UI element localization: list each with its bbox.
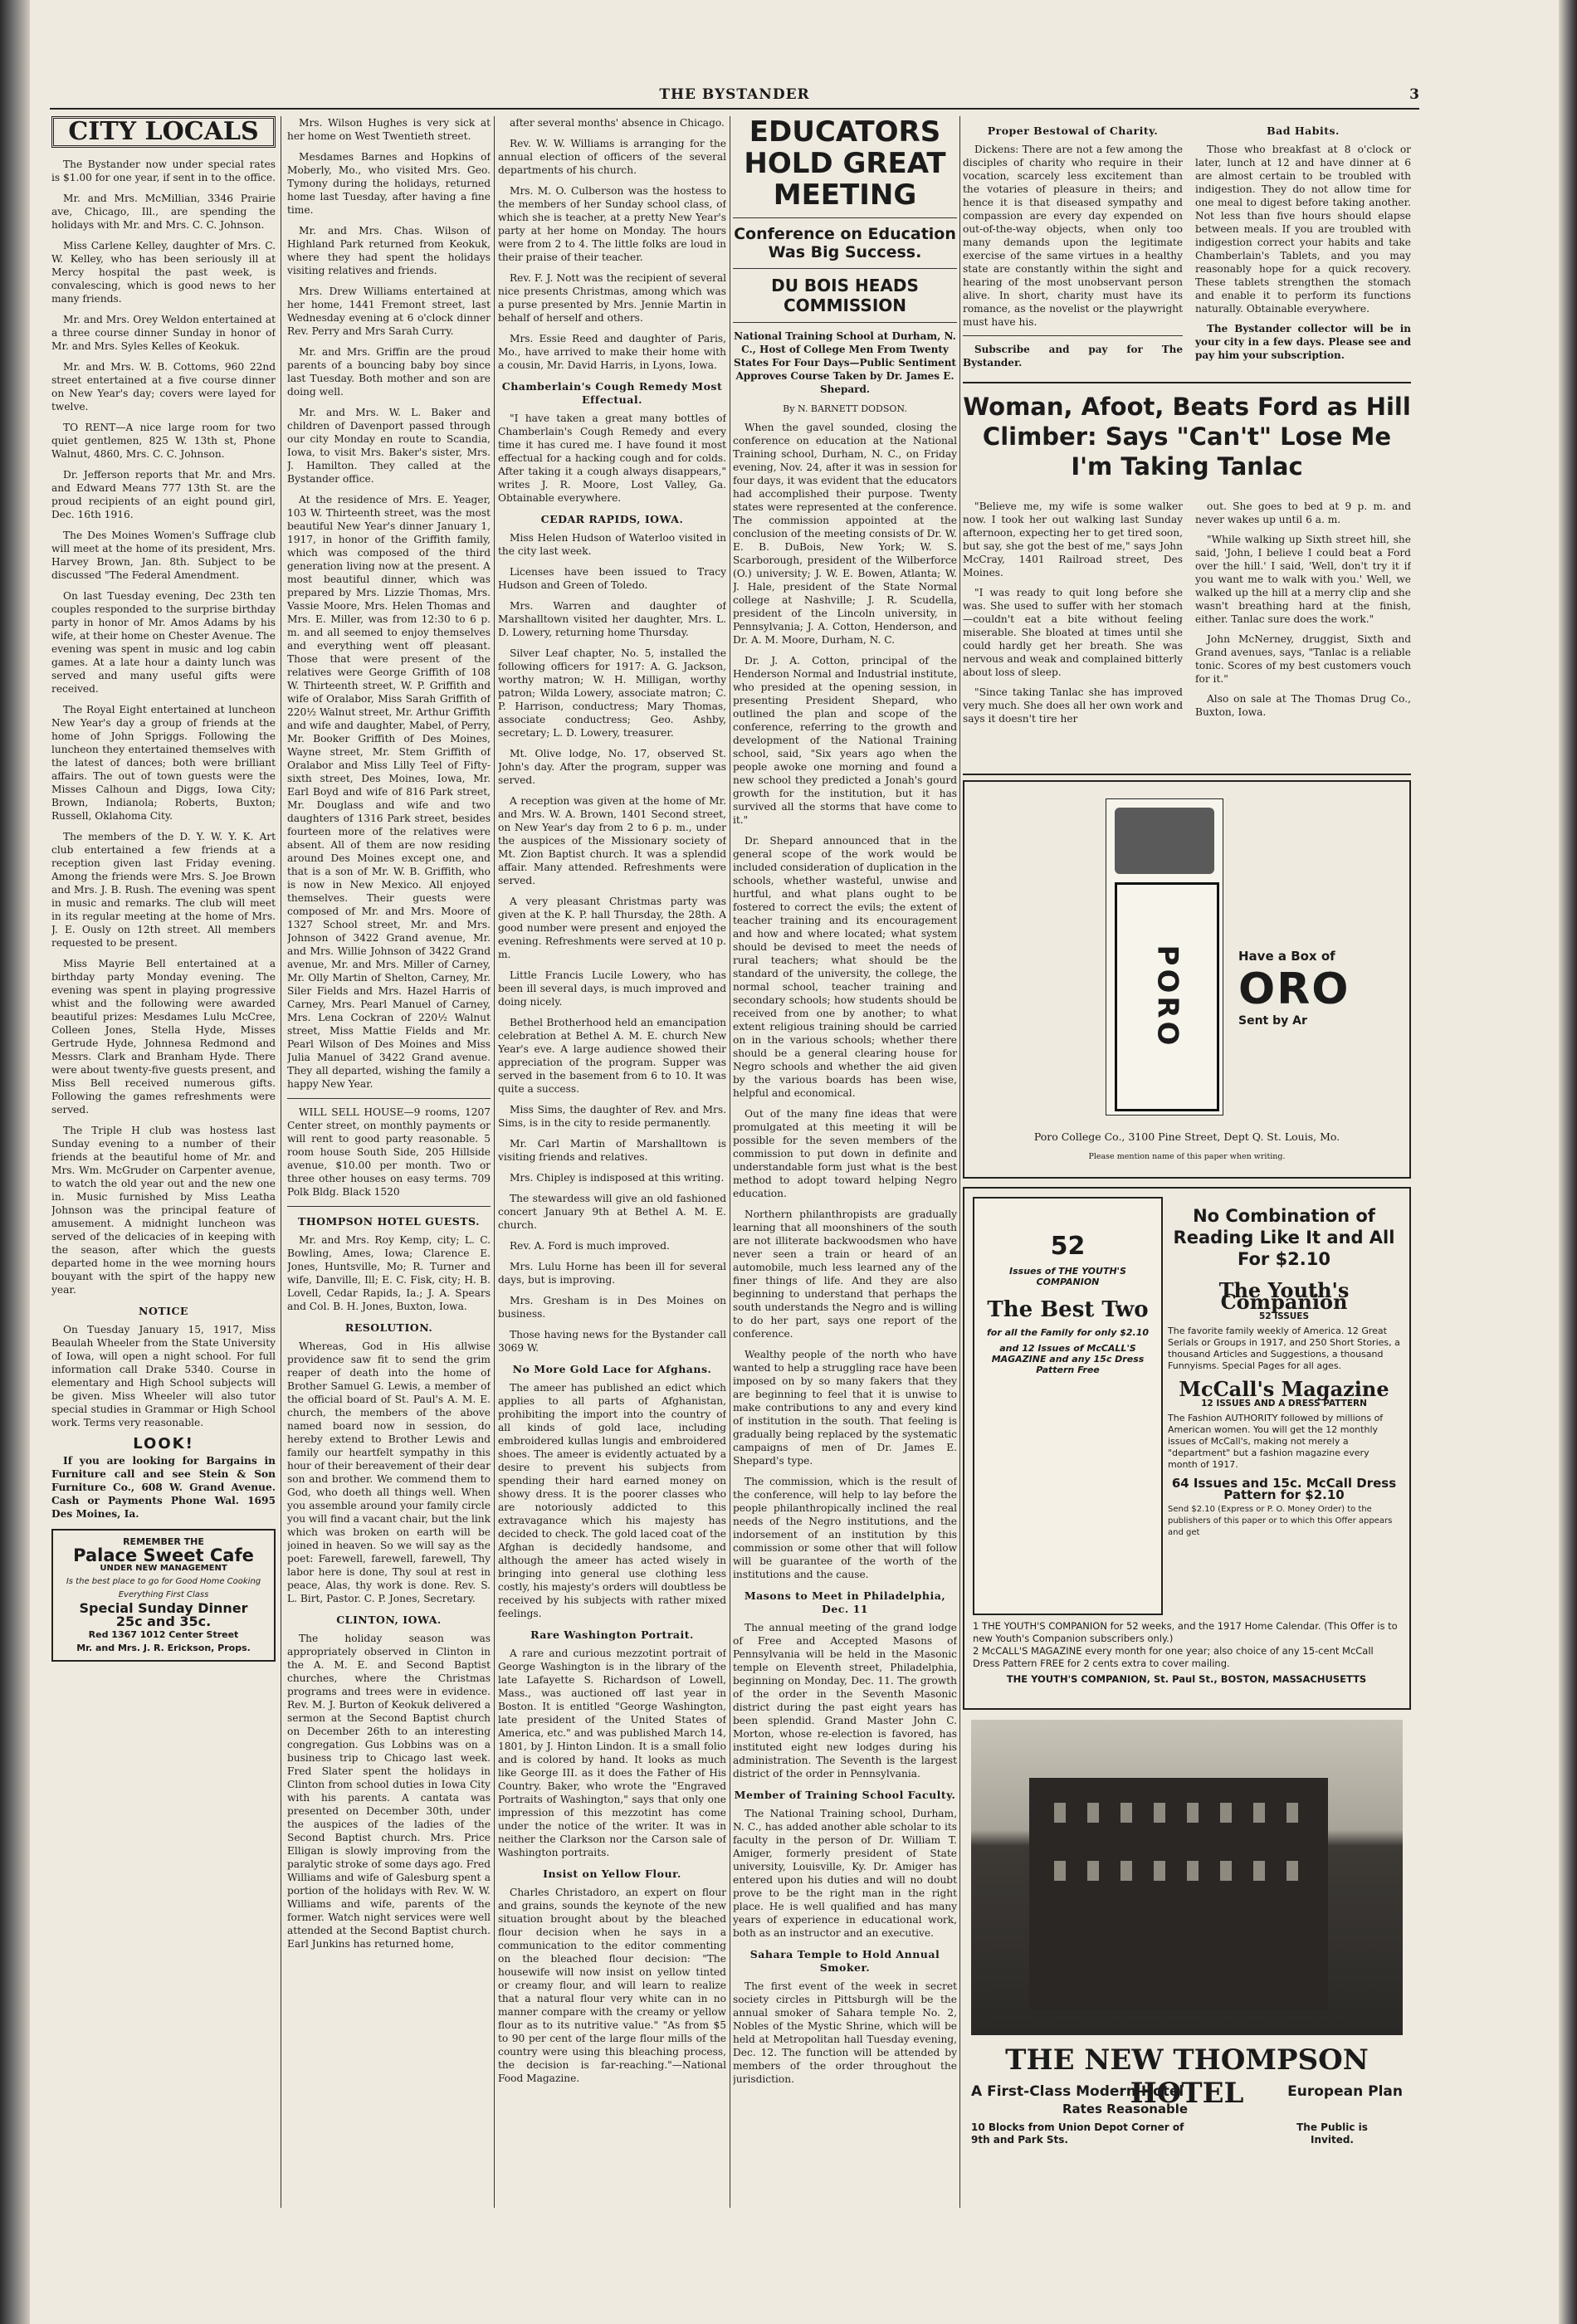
resolution-text: Whereas, God in His allwise providence saw fit to send the grim reaper of death into the home of Brother Samuel G. Lewis, a member of the official board of St. Paul's A. M. E. church, the members of the above named board now in session, do hereby extend to Brother Lewis and family our heartfelt sympathy in this hour of their bereavement of their dear son and brother. We commend them to God, who doeth all things well. When you assemble around your family circle you will find a vacant chair, but the link which was broken on earth will be joined in heaven. So we will say as the poet: Farewell, farewell, farewell, Thy labor here is done, Thy soul at rest in peace, Alas, thy work is done. Rev. S. L. Birt, Pastor. C. P. Jones, Secretary.: [287, 1340, 491, 1604]
poro-sent: Sent by Ar: [1238, 1014, 1307, 1028]
tanlac-para: "I was ready to quit long before she was. She used to suffer with her stomach—couldn't eat a bite without feeling miserable. She bloated at times until she could hardly get her breath. She was nervous and weak and complained bitterly about loss of sleep.: [963, 587, 1183, 678]
gold-lace-heading: No More Gold Lace for Afghans.: [512, 1363, 712, 1375]
house-ad: WILL SELL HOUSE—9 rooms, 1207 Center street, on monthly payments or will rent to good party reasonable. 5 room house South Side, 205 Hillside avenue, $10.00 per month. Two or three other houses on easy terms. 709 Polk Bldg. Black 1520: [287, 1106, 491, 1198]
column-rule: [959, 116, 960, 2208]
hotel-window: [1087, 1861, 1099, 1881]
gold-lace-text: The ameer has published an edict which applies to all parts of Afghanistan, prohibiting the import into the country of all kinds of gold lace, including embroidered kullas lungis and embroidered shoes. The ameer is evidently actuated by a desire to prevent his subjects from spending their hard earned money on showy dress. It is the poorer classes who are notoriously addicted to this extravagance which his majesty has decided to check. The gold laced coat of the Afghan is decidedly handsome, and although the ameer has acted wisely in bringing into general use clothing less costly, his majesty's orders will doubtless be received by his subjects with rather mixed feelings.: [498, 1382, 726, 1619]
hotel-window: [1120, 1861, 1132, 1881]
article-para: Dr. Shepard announced that in the general scope of the work would be included consideration of duplication in the schools, whether wasteful, unwise and hurtful, and what plans ought to be fostered to correct the evils; the extent of teacher training and its encouragement and how and where located; what system should be devised to meet the needs of rural teachers; what should be the standard of the university, the college, the normal school, teacher training and secondary schools; how students should be received from one by another; to what extent religious training should be carried on in the various schools; whether there should be a general clearing house for Negro schools and whether the aid given by the various boards has been wise, helpful and economical.: [733, 835, 957, 1099]
youths-companion-ad: [963, 1187, 1411, 1710]
hotel-public: The Public is Invited.: [1296, 2121, 1368, 2146]
news-item: The Bystander now under special rates is $1.00 for one year, if sent in to the office.: [51, 159, 276, 183]
news-item: The Royal Eight entertained at luncheon New Year's day a group of friends at the home of John Spriggs. Following the luncheon they entertained themselves with the latest of dances; both were brilliant affairs. The out of town guests were the Misses Calhoun and Diggs, Iowa City; Brown, Indianola; Roberts, Buxton; Russell, Oklahoma City.: [51, 704, 276, 822]
news-item: Miss Helen Hudson of Waterloo visited in the city last week.: [498, 532, 726, 557]
poro-ad: [963, 780, 1411, 1179]
hotel-photo: [971, 1720, 1403, 2035]
poro-copy: [1238, 948, 1388, 1028]
hotel-window: [1286, 1861, 1298, 1881]
paper-name: THE BYSTANDER: [659, 86, 810, 103]
hotel-window: [1154, 1861, 1165, 1881]
news-item: Bethel Brotherhood held an emancipation celebration at Bethel A. M. E. church New Year's eve. A large audience showed their appreciation of the program. Supper was served in the basement from 6 to 10. It was quite a success.: [498, 1017, 726, 1095]
news-item: Dr. Jefferson reports that Mr. and Mrs. and Edward Means 777 13th St. are the proud recipients of an eight pound girl, Dec. 16th 1916.: [51, 469, 276, 520]
notice-heading: NOTICE: [139, 1305, 188, 1317]
news-item: Those having news for the Bystander call 3069 W.: [498, 1329, 726, 1354]
habits-column: [1195, 116, 1411, 369]
clinton-text: The holiday season was appropriately observed in Clinton in the A. M. E. and Second Baptist churches, where the Christmas programs and trees were in evidence. Rev. M. J. Burton of Keokuk delivered a sermon at the Second Baptist church on December 26th to an interesting congregation. Gus Lobbins was on a business trip to Chicago last week. Fred Slater spent the holidays in Clinton from school duties in Iowa City with his parents. A cantata was presented on December 30th, under the auspices of the ladies of the Second Baptist church. Mrs. Price Elligan is slowly improving from the paralytic stroke of some days ago. Fred Williams and wife of Galesburg spent a portion of the holidays with Rev. W. W. Williams and wife, parents of the former. Watch night services were well attended at the Second Baptist church. Earl Junkins has returned home,: [287, 1633, 491, 1950]
price-line: 64 Issues and 15c. McCall Dress Pattern for $2.10: [1171, 1476, 1397, 1502]
article-para: Out of the many fine ideas that were promulgated at this meeting it will be possible for the seven members of the commission to put down in definite and understandable form just what is the best method to adopt toward helping Negro education.: [733, 1108, 957, 1199]
page-number: 3: [1409, 86, 1419, 103]
tanlac-para: out. She goes to bed at 9 p. m. and never wakes up until 6 a. m.: [1195, 500, 1411, 525]
page-left-edge: [0, 0, 30, 2324]
news-item: A very pleasant Christmas party was given at the K. P. hall Thursday, the 28th. A good number were present and enjoyed the evening. Refreshments were served at 10 p. m.: [498, 896, 726, 960]
tanlac-para: John McNerney, druggist, Sixth and Grand avenues, says, "Tanlac is a reliable tonic. Scores of my best customers vouch for it.": [1195, 633, 1411, 685]
hotel-first-class: A First-Class Modern Hotel: [971, 2083, 1184, 2100]
column-two: [287, 116, 491, 2224]
and-12: and 12 Issues of McCALL'S MAGAZINE and any 15c Dress Pattern Free: [991, 1343, 1145, 1375]
news-item: Little Francis Lucile Lowery, who has been ill several days, is much improved and doing nicely.: [498, 969, 726, 1008]
news-item: The Des Moines Women's Suffrage club will meet at the home of its president, Mrs. Harvey Brown, Jan. 8th. Subject to be discussed "The Federal Amendment.: [51, 530, 276, 581]
news-item: after several months' absence in Chicago.: [510, 117, 725, 129]
cough-remedy-heading: Chamberlain's Cough Remedy Most Effectual.: [501, 380, 723, 406]
washington-portrait-text: A rare and curious mezzotint portrait of George Washington is in the library of the late Lafayette S. Richardson of Lowell, Mass., was auctioned off last year in Boston. It is entitled "George Washington, late president of the United States of America, etc." and was published March 14, 1801, by J. Hinton Lindon. It is a small folio and is colored by hand. It looks as much like George III. as it does the Father of His Country. Baker, who wrote the "Engraved Portraits of Washington," says that only one impression of this mezzotint has come under the notice of the writer. It was in neither the Clarkson nor the Carson sale of Washington portraits.: [498, 1648, 726, 1858]
news-item: Mesdames Barnes and Hopkins of Moberly, Mo., who visited Mrs. Geo. Tymony during the holidays, returned home last Tuesday, after having a fine time.: [287, 151, 491, 216]
masons-text: The annual meeting of the grand lodge of Free and Accepted Masons of Pennsylvania will be held in the Masonic temple on Eleventh street, Philadelphia, beginning on Monday, Dec. 11. The growth of the order in the Seventh Masonic district during the past eight years has been splendid. Grand Master John C. Morton, whose re-election is favored, has instituted eight new lodges during his administration. The Seventh is the largest district of the order in Pennsylvania.: [733, 1622, 957, 1780]
page-right-edge: [1559, 0, 1577, 2324]
hotel-location: 10 Blocks from Union Depot Corner of 9th and Park Sts.: [971, 2121, 1184, 2146]
poro-product-illustration: [1106, 798, 1223, 1116]
palace-cafe-ad: [51, 1529, 276, 1662]
mc-title: McCall's Magazine: [1179, 1377, 1389, 1401]
hotel-window: [1220, 1803, 1232, 1823]
sahara-text: The first event of the week in secret society circles in Pittsburgh will be the annual smoker of Sahara temple No. 2, Nobles of the Mystic Shrine, which will be held at Metropolitan hall Tuesday evening, Dec. 12. The function will be attended by members of the order throughout the jurisdiction.: [733, 1980, 957, 2085]
palace-price: 25c and 35c.: [115, 1614, 212, 1629]
mc-issues: 12 ISSUES AND A DRESS PATTERN: [1201, 1399, 1367, 1409]
look-heading: LOOK!: [133, 1435, 194, 1452]
hotel-window: [1220, 1861, 1232, 1881]
news-item: Mrs. Gresham is in Des Moines on business.: [498, 1295, 726, 1320]
resolution-heading: RESOLUTION.: [344, 1321, 433, 1334]
news-item: Silver Leaf chapter, No. 5, installed the following officers for 1917: A. G. Jackson, worthy matron; W. H. Milligan, worthy patron; Wilda Lowery, associate matron; C. P. Harrison, conductress; Mary Thomas, associate conductress; Geo. Ashby, secretary; L. D. Lowery, treasurer.: [498, 647, 726, 739]
educators-subhead: Conference on Education Was Big Success.: [734, 225, 956, 261]
news-item: Miss Sims, the daughter of Rev. and Mrs. Sims, is in the city to reside permanently.: [498, 1104, 726, 1129]
offer-1: 1 THE YOUTH'S COMPANION for 52 weeks, and the 1917 Home Calendar. (This Offer is to new Youth's Companion subscribers only.): [973, 1620, 1398, 1644]
hotel-plan: European Plan: [1287, 2083, 1403, 2100]
article-para: When the gavel sounded, closing the conference on education at the National Training school, Durham, N. C., on Friday evening, Nov. 24, after it was in session for four days, it was evident that the educators had accomplished their purpose. Twenty states were represented at the conference. The commission appointed at the conclusion of the meeting consists of Dr. W. E. B. DuBois, New York; W. S. Scarborough, president of the Wilberforce (O.) university; J. W. E. Bowen, Atlanta; W. J. Hale, president of the State Normal college at Nashville; J. R. Scudella, president of the Lincoln university, in Pennsylvania; J. A. Cotton, Henderson, and Dr. A. M. Moore, Durham, N. C.: [733, 422, 957, 646]
hotel-title: THE NEW THOMPSON HOTEL: [1005, 2043, 1369, 2110]
tanlac-right-text: [1195, 500, 1411, 725]
upper-right-items: [963, 116, 1411, 375]
palace-remember: REMEMBER THE: [123, 1536, 204, 1547]
article-para: Dr. J. A. Cotton, principal of the Henderson Normal and Industrial institute, who presided at the opening session, in presenting President Shepard, who outlined the plan and scope of the conference, referring to the growth and development of the National Training school, said, "Six years ago when the people awoke one morning and found a new school they predicted a Jonah's gourd growth for the institution, but it has survived all the storms that have come to it.": [733, 655, 957, 826]
send-line: Send $2.10 (Express or P. O. Money Order) to the publishers of this paper or to which this Offer appears and get: [1168, 1505, 1393, 1537]
mag-52: 52: [1050, 1232, 1086, 1261]
palace-name: Palace Sweet Cafe: [73, 1545, 254, 1565]
poro-have: Have a Box of: [1238, 949, 1335, 964]
hotel-building: [1029, 1778, 1328, 2010]
news-item: Mr. and Mrs. Chas. Wilson of Highland Park returned from Keokuk, where they had spent the holidays visiting relatives and friends.: [287, 225, 491, 276]
news-item: A reception was given at the home of Mr. and Mrs. W. A. Brown, 1401 Second street, on New Year's day from 2 to 6 p. m., under the auspices of the Missionary society of Mt. Zion Baptist church. It was a splendid affair. Many attended. Refreshments were served.: [498, 795, 726, 886]
mc-desc: The Fashion AUTHORITY followed by millions of American women. You will get the 12 monthly issues of McCall's, making not merely a "department" but a fashion magazine every month of 1917.: [1168, 1413, 1384, 1470]
news-item: Mr. and Mrs. W. L. Baker and children of Davenport passed through our city Monday en route to Scandia, Iowa, to visit Mrs. Baker's sister, Mrs. J. Hamilton. They called at the Bystander office.: [287, 407, 491, 485]
sahara-heading: Sahara Temple to Hold Annual Smoker.: [749, 1948, 940, 1974]
column-three: [498, 116, 726, 2224]
divider: [733, 217, 957, 218]
hotel-window: [1187, 1861, 1199, 1881]
yellow-flour-heading: Insist on Yellow Flour.: [543, 1868, 681, 1880]
combo-headline: No Combination of Reading Like It and All For $2.10: [1173, 1206, 1395, 1269]
column-city-locals: [51, 116, 276, 2224]
divider: [733, 322, 957, 323]
news-item: Miss Mayrie Bell entertained at a birthday party Monday evening. The evening was spent in playing progressive whist and the following were awarded beautiful prizes: Mesdames Lulu McCree, Colleen Jones, Stella Hyde, Misses Gertrude Hyde, Johnnesa Redmond and Messrs. Clark and Branham Hyde. There were about twenty-five guests present, and Miss Bell received numerous gifts. Following the games refreshments were served.: [51, 958, 276, 1116]
palace-phone: Red 1367 1012 Center Street: [88, 1629, 239, 1640]
poro-mention: Please mention name of this paper when writing.: [1088, 1152, 1286, 1161]
tanlac-left-text: [963, 500, 1183, 732]
hotel-window: [1087, 1803, 1099, 1823]
news-item: Mr. and Mrs. Griffin are the proud parents of a bouncing baby boy since last Tuesday. Both mother and son are doing well.: [287, 346, 491, 398]
tanlac-para: "While walking up Sixth street hill, she said, 'John, I believe I could beat a Ford over the hill.' I said, 'Well, don't try it if you want me to walk with you.' Well, we walked up the hill at a merry clip and she wasn't breathing hard at the finish, either. Tanlac sure does the work.": [1195, 534, 1411, 625]
divider: [287, 1098, 491, 1099]
news-item: Rev. W. W. Williams is arranging for the annual election of officers of the several departments of his church.: [498, 138, 726, 176]
news-item: Rev. F. J. Nott was the recipient of several nice presents Christmas, among which was a purse presented by Mrs. Jennie Martin in behalf of herself and others.: [498, 272, 726, 324]
news-item: Mr. and Mrs. McMillian, 3346 Prairie ave, Chicago, Ill., are spending the holidays with Mr. and Mrs. C. C. Johnson.: [51, 193, 276, 231]
furniture-ad: If you are looking for Bargains in Furniture call and see Stein & Son Furniture Co., 608 W. Grand Avenue. Cash or Payments Phone Wal. 1695 Des Moines, Ia.: [51, 1455, 276, 1520]
news-item: On last Tuesday evening, Dec 23th ten couples responded to the surprise birthday party in honor of Mr. Amos Adams by his wife, at their home on Chester Avenue. The evening was spent in music and log cabin games. At a late hour a dainty lunch was served and many useful gifts were received.: [51, 590, 276, 695]
column-educators: [733, 116, 957, 2224]
article-para: The commission, which is the result of the conference, will help to lay before the people philanthropically inclined the real needs of the Negro institutions, and the indorsement of an institution by this commission or some other that will follow will be guarantee of the worth of the institutions and the cause.: [733, 1476, 957, 1580]
news-item: Mrs. Essie Reed and daughter of Paris, Mo., have arrived to make their home with a cousin, Mr. David Harris, in Lyons, Iowa.: [498, 333, 726, 371]
divider: [963, 335, 1183, 336]
yc-title: The Youth's Companion: [1218, 1278, 1350, 1314]
palace-mgmt: UNDER NEW MANAGEMENT: [100, 1564, 227, 1573]
habits-heading: Bad Habits.: [1267, 124, 1340, 137]
hotel-window: [1286, 1803, 1298, 1823]
news-item: Mr. Carl Martin of Marshalltown is visiting friends and relatives.: [498, 1138, 726, 1163]
cough-remedy-text: "I have taken a great many bottles of Chamberlain's Cough Remedy and every time it has cured me. I have found it most effectual for a hacking cough and for colds. After taking it a cough always disappears," writes J. R. Moore, Lost Valley, Ga. Obtainable everywhere.: [498, 413, 726, 504]
mag-issues: Issues of THE YOUTH'S COMPANION: [1009, 1266, 1126, 1287]
news-item: TO RENT—A nice large room for two quiet gentlemen, 825 W. 13th st, Phone Walnut, 4860, Mrs. C. C. Johnson.: [51, 422, 276, 460]
thompson-guests-text: Mr. and Mrs. Roy Kemp, city; L. C. Bowling, Ames, Iowa; Clarence E. Jones, Huntsville, Mo; R. Turner and wife, Danville, Ill; E. C. Fisk, city; H. B. Lovell, Cedar Rapids, Ia.; J. A. Spears and Col. B. H. Jones, Buxton, Iowa.: [287, 1234, 491, 1312]
city-locals-items: [51, 158, 276, 1296]
poro-label: [1115, 882, 1219, 1111]
news-item: Mrs. Lulu Horne has been ill for several days, but is improving.: [498, 1261, 726, 1286]
notice-text: On Tuesday January 15, 1917, Miss Beaulah Wheeler from the State University of Iowa, will open a night school. For full information call Drake 5340. Course in elementary and High School subjects will be given. Miss Wheeler will also tutor special studies in Grammar or High School work. Terms very reasonable.: [51, 1324, 276, 1428]
article-para: Northern philanthropists are gradually learning that all moonshiners of the south are not illiterate backwoodsmen who have never seen a train or heard of an automobile, much less learned any of the finer things of life. And they are also beginning to understand that perhaps the south understands the Negro and is willing to do her part, says one report of the conference.: [733, 1208, 957, 1340]
divider: [733, 268, 957, 269]
poro-label-text: PORO: [1150, 945, 1184, 1049]
byline: By N. BARNETT DODSON.: [783, 403, 907, 414]
hotel-window: [1187, 1803, 1199, 1823]
best-two: The Best Two: [987, 1297, 1149, 1322]
washington-portrait-heading: Rare Washington Portrait.: [530, 1628, 694, 1641]
hotel-window: [1253, 1861, 1265, 1881]
yc-desc: The favorite family weekly of America. 12 Great Serials or Groups in 1917, and 250 Short Stories, a thousand Articles and Suggestions, a thousand Funnyisms. Special Pages for all ages.: [1168, 1326, 1400, 1371]
hotel-window: [1154, 1803, 1165, 1823]
dubois-subhead: DU BOIS HEADS COMMISSION: [771, 276, 919, 315]
habits-text: Those who breakfast at 8 o'clock or later, lunch at 12 and have dinner at 6 are almost certain to be troubled with indigestion. They do not allow time for one meal to digest before taking another. Not less than five hours should elapse between meals. If you are troubled with indigestion correct your habits and take Chamberlain's Tablets, and you may reasonably hope for a quick recovery. These tablets strengthen the stomach and enable it to perform its functions naturally. Obtainable everywhere.: [1195, 144, 1411, 315]
subscribe-note: Subscribe and pay for The Bystander.: [963, 344, 1183, 369]
news-item: Mt. Olive lodge, No. 17, observed St. John's day. After the program, supper was served.: [498, 748, 726, 786]
palace-special: Special Sunday Dinner: [79, 1600, 248, 1616]
tanlac-para: "Since taking Tanlac she has improved very much. She does all her own work and says it doesn't tire her: [963, 686, 1183, 725]
yellow-flour-text: Charles Christadoro, an expert on flour and grains, sounds the keynote of the new situation brought about by the bleached flour decision when he says in a communication to the editor commenting on the bleached flour decision: "The housewife will now insist on yellow tinted or creamy flour, and will learn to realize that a natural flour very white can in no manner compare with the creamy or yellow flour as to its nutritive value." "As from $5 to 90 per cent of the large flour mills of the country were using this bleaching process, the decision is far-reaching."—National Food Magazine.: [498, 1887, 726, 2084]
palace-props: Mr. and Mrs. J. R. Erickson, Props.: [76, 1643, 251, 1653]
news-item: Mrs. Warren and daughter of Marshalltown visited her daughter, Mrs. L. D. Lowery, returning home Thursday.: [498, 600, 726, 638]
poro-brand: ORO: [1238, 964, 1350, 1014]
news-item: Mr. and Mrs. W. B. Cottoms, 960 22nd street entertained at a five course dinner on New Year's day; covers were layed for twelve.: [51, 361, 276, 413]
tanlac-para: Also on sale at The Thomas Drug Co., Buxton, Iowa.: [1195, 693, 1411, 718]
palace-line: Is the best place to go for Good Home Cooking Everything First Class: [66, 1577, 261, 1599]
charity-column: [963, 116, 1183, 375]
news-item: The members of the D. Y. W. Y. K. Art club entertained a few friends at a reception given last Friday evening. Among the friends were Mrs. S. Joe Brown and Mrs. J. B. Rush. The evening was spent in music and remarks. The club will meet in its regular meeting at the home of Mrs. J. E. Ously on 12th street. All members requested to be present.: [51, 831, 276, 949]
charity-heading: Proper Bestowal of Charity.: [987, 124, 1159, 137]
article-para: Wealthy people of the north who have wanted to help a struggling race have been imposed on by so many fakers that they are beginning to feel that it is unwise to make contributions to any and every kind of institution in the south. That feeling is gradually being replaced by the systematic campaigns of men of Dr. James E. Shepard's type.: [733, 1349, 957, 1467]
column-rule: [494, 116, 495, 2208]
news-item: Mrs. Wilson Hughes is very sick at her home on West Twentieth street.: [287, 117, 491, 142]
page-header: [50, 80, 1419, 110]
clinton-heading: CLINTON, IOWA.: [336, 1614, 442, 1626]
magazine-stack-illustration: [973, 1197, 1163, 1615]
poro-jar-icon: [1115, 808, 1214, 874]
thompson-guests-heading: THOMPSON HOTEL GUESTS.: [298, 1215, 480, 1228]
news-item: Mr. and Mrs. Orey Weldon entertained at a three course dinner Sunday in honor of Mr. and Mrs. Syles Kelles of Keokuk.: [51, 314, 276, 352]
hotel-window: [1054, 1861, 1066, 1881]
youth-offer-copy: [1168, 1205, 1400, 1539]
hotel-window: [1120, 1803, 1132, 1823]
for-all: for all the Family for only $2.10: [987, 1327, 1149, 1338]
tanlac-ad: [963, 382, 1411, 775]
news-item: Mrs. Drew Williams entertained at her home, 1441 Fremont street, last Wednesday evening at 6 o'clock dinner Rev. Perry and Mrs Sarah Curry.: [287, 286, 491, 337]
offer-3: THE YOUTH'S COMPANION, St. Paul St., BOSTON, MASSACHUSETTS: [1006, 1673, 1367, 1685]
faculty-text: The National Training school, Durham, N. C., has added another able scholar to its faculty in the person of Dr. William T. Amiger, formerly president of State university, Louisville, Ky. Dr. Amiger has entered upon his duties and will no doubt prove to be the right man in the right place. He is well qualified and has many years of experience in educational work, both as an instructor and an executive.: [733, 1808, 957, 1939]
news-item: Licenses have been issued to Tracy Hudson and Green of Toledo.: [498, 566, 726, 591]
poro-address: Poro College Co., 3100 Pine Street, Dept Q. St. Louis, Mo.: [1033, 1130, 1340, 1143]
news-item: Miss Carlene Kelley, daughter of Mrs. C. W. Kelley, who has been seriously ill at Mercy hospital the past week, is convalescing, which is good news to her many friends.: [51, 240, 276, 305]
news-item: Mrs. M. O. Culberson was the hostess to the members of her Sunday school class, of which she is teacher, at a pretty New Year's party at her home on Monday. The hours were from 2 to 4. The little folks are loud in their praise of their teacher.: [498, 185, 726, 263]
news-item: Mrs. Chipley is indisposed at this writing.: [510, 1172, 725, 1184]
news-item: At the residence of Mrs. E. Yeager, 103 W. Thirteenth street, was the most beautiful New Year's dinner January 1, 1917, in honor of the Griffith family, which was composed of the third generation living now at the present. A most beautiful dinner, which was prepared by Mrs. Lizzie Thomas, Mrs. Vassie Moore, Mrs. Helen Thomas and Mrs. E. Miller, was from 12:30 to 6 p. m. and all seemed to enjoy themselves and everything went off pleasant. Those that were present of the relatives were George Griffith of 108 W. Thirteenth street, W. P. Griffith and wife of Oralabor, Miss Sarah Griffith of 220½ Walnut street, Mr. Arthur Griffith and wife and daughter, Mabel, of Perry, Mr. Booker Griffith of Des Moines, Wayne street, Mr. Stem Griffith of Oralabor and Miss Lilly Teel of Fifty-sixth street, Des Moines, Iowa, Mr. Earl Boyd and wife of 816 Park street, Mr. Douglass and wife and two daughters of 1316 Park street, besides fourteen more of the relatives were absent. All of them are now residing around Des Moines except one, and that is a son of Mr. W. B. Griffith, who is now in New Mexico. All enjoyed themselves. Their guests were composed of Mr. and Mrs. Moore of 1327 School street, Mr. and Mrs. Johnson of 3422 Grand avenue, Mr. and Mrs. Willie Johnson of 3422 Grand avenue, Mr. and Mrs. Miller of Carney, Mr. Olly Martin of Shelton, Carney, Mr. Siler Fields and Mrs. Hazel Harris of Carney, Mrs. Pearl Manuel of Carney, Mrs. Lena Cockran of 220½ Walnut street, Miss Mattie Fields and Mr. Pearl Wilson of Des Moines and Miss Julia Manuel of 3422 Grand avenue. They all departed, wishing the family a happy New Year.: [287, 494, 491, 1090]
offer-2: 2 McCALL'S MAGAZINE every month for one year; also choice of any 15-cent McCall Dress Pattern FREE for 2 cents extra to cover mailing.: [973, 1645, 1374, 1669]
hotel-window: [1054, 1803, 1066, 1823]
news-item: Rev. A. Ford is much improved.: [510, 1240, 670, 1252]
tanlac-headline: Woman, Afoot, Beats Ford as Hill Climber: Says "Can't" Lose Me I'm Taking Tanlac: [963, 393, 1411, 481]
tanlac-para: "Believe me, my wife is some walker now. I took her out walking last Sunday afternoon, expecting her to get tired soon, but say, she got the best of me," says John McCray, 1401 Railroad street, Des Moines.: [963, 500, 1183, 579]
city-locals-title: CITY LOCALS: [51, 116, 276, 148]
faculty-heading: Member of Training School Faculty.: [734, 1789, 956, 1801]
hotel-rates: Rates Reasonable: [1062, 2102, 1189, 2116]
divider: [287, 1206, 491, 1207]
thompson-hotel-ad: [963, 1720, 1411, 2146]
cedar-rapids-heading: CEDAR RAPIDS, IOWA.: [540, 513, 684, 525]
hotel-window: [1253, 1803, 1265, 1823]
news-item: The stewardess will give an old fashioned concert January 9th at Bethel A. M. E. church.: [498, 1193, 726, 1231]
offer-list: [973, 1620, 1400, 1686]
yc-issues: 52 ISSUES: [1258, 1311, 1310, 1321]
news-item: The Triple H club was hostess last Sunday evening to a number of their friends at the beautiful home of Mr. and Mrs. Wm. McGruder on Carpenter avenue, to watch the old year out and the new one in. Music furnished by Miss Leatha Johnson was the principal feature of amusement. A midnight luncheon was served of the delicacies of in keeping with the season, after which the guests departed home in the wee morning hours bouyant with the spirt of the happy new year.: [51, 1125, 276, 1296]
educators-deck: National Training School at Durham, N. C., Host of College Men From Twenty States For Four Days—Public Sentiment Approves Course Taken by Dr. James E. Shepard.: [734, 330, 956, 395]
educators-headline: EDUCATORS HOLD GREAT MEETING: [744, 116, 946, 212]
charity-text: Dickens: There are not a few among the disciples of charity who require in their vocation, scarcely less excitement than the votaries of pleasure in theirs; and hence it is that diseased sympathy and compassion are every day expended on out-of-the-way objects, when only too many demands upon the legitimate exercise of the same virtues in a healthy state are constantly within the sight and hearing of the most unobservant person alive. In short, charity must have its romance, as the novelist or the playwright must have his.: [963, 144, 1183, 328]
collector-note: The Bystander collector will be in your city in a few days. Please see and pay him your subscription.: [1195, 323, 1411, 361]
masons-heading: Masons to Meet in Philadelphia, Dec. 11: [744, 1589, 946, 1615]
